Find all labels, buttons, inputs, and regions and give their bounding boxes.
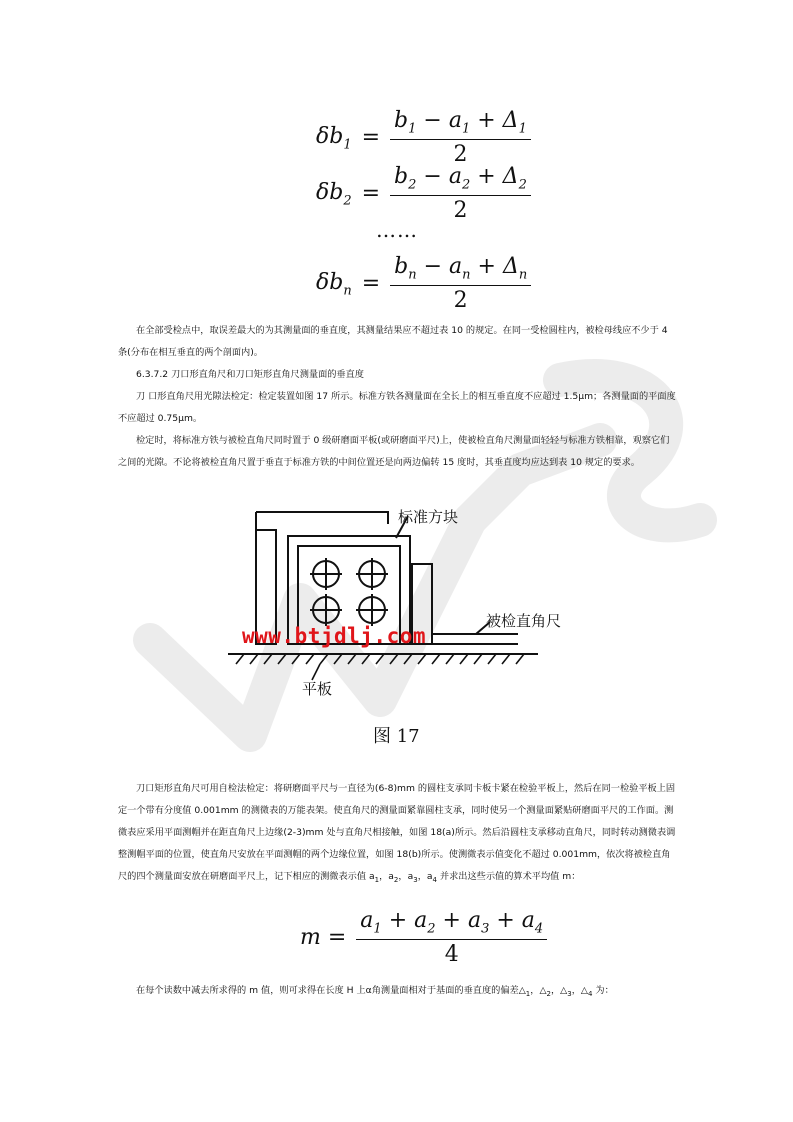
equals-sign: = (361, 125, 381, 151)
label-square-under-test: 被检直角尺 (486, 612, 562, 630)
fraction (356, 908, 547, 967)
label-standard-block: 标准方块 (398, 508, 459, 526)
figure-17 (228, 494, 568, 756)
denominator: 2 (453, 142, 468, 168)
numerator: $b_n - a_n + \Delta_n$ (394, 254, 528, 283)
formula-lhs: m = (300, 925, 347, 951)
fraction (390, 108, 531, 167)
denominator: 2 (453, 198, 468, 224)
equals-sign: = (361, 181, 381, 207)
fraction (390, 164, 531, 223)
label-plate: 平板 (302, 680, 333, 698)
formula-mean-m (300, 908, 547, 967)
formula-delta-b2 (316, 164, 531, 223)
numerator: $a_1 + a_2 + a_3 + a_4$ (360, 908, 544, 937)
paragraph-light-gap-method: 刀 口形直角尺用光隙法检定：检定装置如图 17 所示。标准方铁各测量面在全长上的相互垂直度不应超过 1.5μm；各测量面的平面度不应超过 0.75μm。 (118, 391, 676, 424)
denominator: 2 (453, 288, 468, 314)
formula-lhs: $\delta b_n$ (316, 269, 352, 298)
figure-watermark-url: www.btjdlj.com (242, 624, 427, 648)
numerator: $b_1 - a_1 + \Delta_1$ (394, 108, 527, 137)
formula-lhs: $\delta b_1$ (316, 123, 352, 152)
section-heading-6-3-7-2: 6.3.7.2 刀口形直角尺和刀口矩形直角尺测量面的垂直度 (136, 369, 364, 380)
numerator: $b_2 - a_2 + \Delta_2$ (394, 164, 527, 193)
ellipsis: …… (376, 218, 418, 242)
fraction (390, 254, 531, 313)
formula-lhs: $\delta b_2$ (316, 179, 352, 208)
formula-delta-bn (316, 254, 531, 313)
paragraph-deviation: 在每个读数中减去所求得的 m 值，则可求得在长度 H 上α角测量面相对于基面的垂直度的偏差$\triangle_1$，$\triangle_2$，$\triangle_3$，$\triangle_4$ 为： (136, 985, 614, 998)
equals-sign: = (361, 271, 381, 297)
paragraph-self-check-method: 刀口矩形直角尺可用自检法检定：将研磨面平尺与一直径为(6-8)mm 的圆柱支承同卡板卡紧在检验平板上，然后在同一检验平板上固定一个带有分度值 0.001mm 的测微表的万能表架。使直角尺的测量面紧靠圆柱支承，同时使另一个测量面紧贴研磨面平尺的工作面。测微表应采用平面测帽并在距直角尺上边缘(2-3)mm 处与直角尺相接触，如图 18(a)所示。然后沿圆柱支承移动直角尺，同时转动测微表调整测帽平面的位置，使直角尺安放在平面测帽的两个边缘位置，如图 18(b)所示。使测微表示值变化不超过 0.001mm，依次将被检直角尺的四个测量面安放在研磨面平尺上，记下相应的测微表示值 $a_1$，$a_2$，$a_3$，$a_4$ 并求出这些示值的算术平均值 m： (118, 783, 676, 884)
denominator: 4 (444, 942, 459, 968)
paragraph-conclusion: 在全部受检点中，取误差最大的为其测量面的垂直度，其测量结果应不超过表 10 的规定。在同一受检圆柱内，被检母线应不少于 4 条(分布在相互垂直的两个剖面内)。 (118, 325, 668, 358)
formula-delta-b1 (316, 108, 531, 167)
paragraph-inspection: 检定时，将标准方铁与被检直角尺同时置于 0 级研磨面平板(或研磨面平尺)上，使被检直角尺测量面轻轻与标准方铁相靠，观察它们之间的光隙。不论将被检直角尺置于垂直于标准方铁的中间位置还是向两边偏转 15 度时，其垂直度均应达到表 10 规定的要求。 (118, 435, 670, 468)
figure-caption: 图 17 (373, 726, 420, 747)
